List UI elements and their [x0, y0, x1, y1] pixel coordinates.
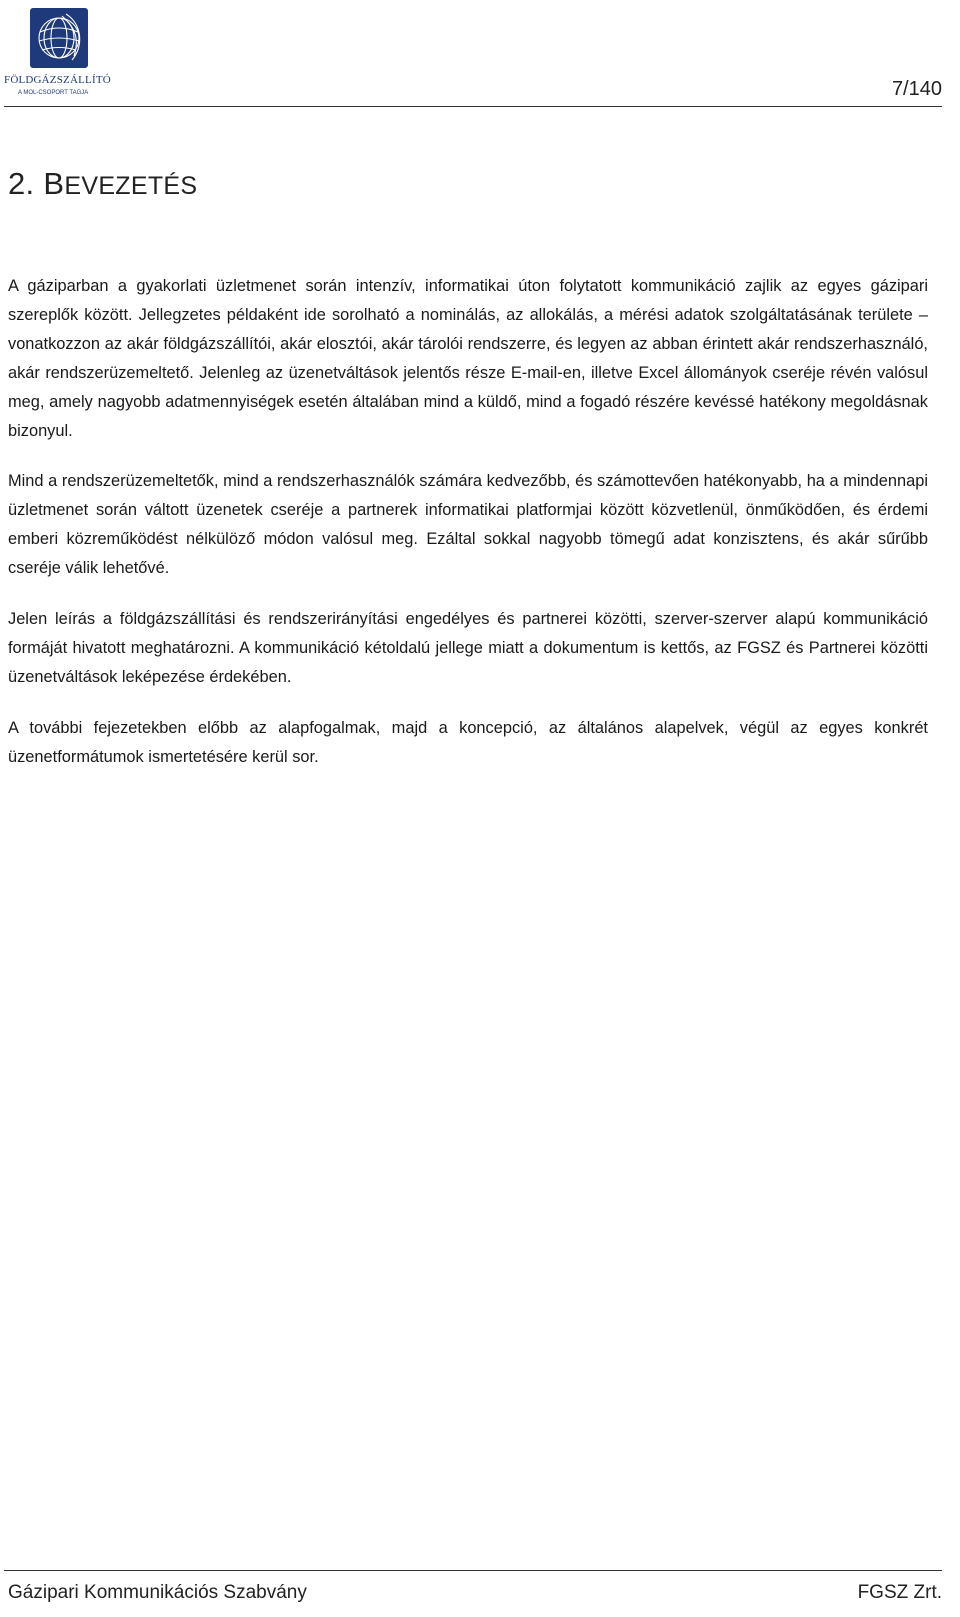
paragraph-3: Jelen leírás a földgázszállítási és rendszerirányítási engedélyes és partnerei közötti, szerver-szerver alapú kommunikáció formáját hivatott meghatározni. A kommunikáció kétoldalú jellege miatt a dokumentum is kettős, az FGSZ és Partnerei közötti üzenetváltások leképezése érdekében.: [8, 610, 928, 686]
logo-wordmark: FÖLDGÁZSZÁLLÍTÓ: [4, 74, 111, 86]
paragraph-4: A további fejezetekben előbb az alapfogalmak, majd a koncepció, az általános alapelvek, végül az egyes konkrét üzenetformátumok ismertetésére kerül sor.: [8, 718, 928, 766]
header-divider: [4, 106, 942, 107]
footer-divider: [4, 1570, 942, 1571]
paragraph-1: A gáziparban a gyakorlati üzletmenet során intenzív, informatikai úton folytatott kommunikáció zajlik az egyes gázipari szereplők között. Jellegzetes példaként ide sorolható a nominálás, az allokálás, a mérési adatok szolgáltatásának területe – vonatkozzon az akár földgázszállítói, akár elosztói, akár tárolói rendszerre, és legyen az abban érintett akár rendszerhasználó, akár rendszerüzemeltető. Jelenleg az üzenetváltások jelentős része E-mail-en, illetve Excel állományok cseréje révén valósul meg, amely nagyobb adatmennyiségek esetén általában mind a küldő, mind a fogadó részére kevéssé hatékony megoldásnak bizonyul.: [8, 277, 928, 440]
footer-company: FGSZ Zrt.: [857, 1582, 942, 1603]
section-title-first-letter: B: [43, 166, 65, 201]
footer-document-title: Gázipari Kommunikációs Szabvány: [8, 1582, 307, 1603]
globe-logo-icon: [4, 8, 116, 72]
company-logo: [4, 8, 116, 100]
logo-tagline: A MOL-CSOPORT TAGJA: [18, 90, 89, 96]
page-number: 7/140: [891, 78, 942, 100]
paragraph-2: Mind a rendszerüzemeltetők, mind a rendszerhasználók számára kedvezőbb, és számottevően hatékonyabb, ha a mindennapi üzletmenet során váltott üzenetek cseréje a partnerek informatikai platformjai között közvetlenül, önműködően, és érdemi emberi közreműködést nélkülöző módon valósul meg. Ezáltal sokkal nagyobb tömegű adat konzisztens, és akár sűrűbb cseréje válik lehetővé.: [8, 472, 928, 578]
body-text: [8, 272, 928, 794]
section-title-rest: EVEZETÉS: [64, 172, 198, 200]
section-heading: [8, 166, 197, 202]
section-number: 2.: [8, 166, 35, 201]
